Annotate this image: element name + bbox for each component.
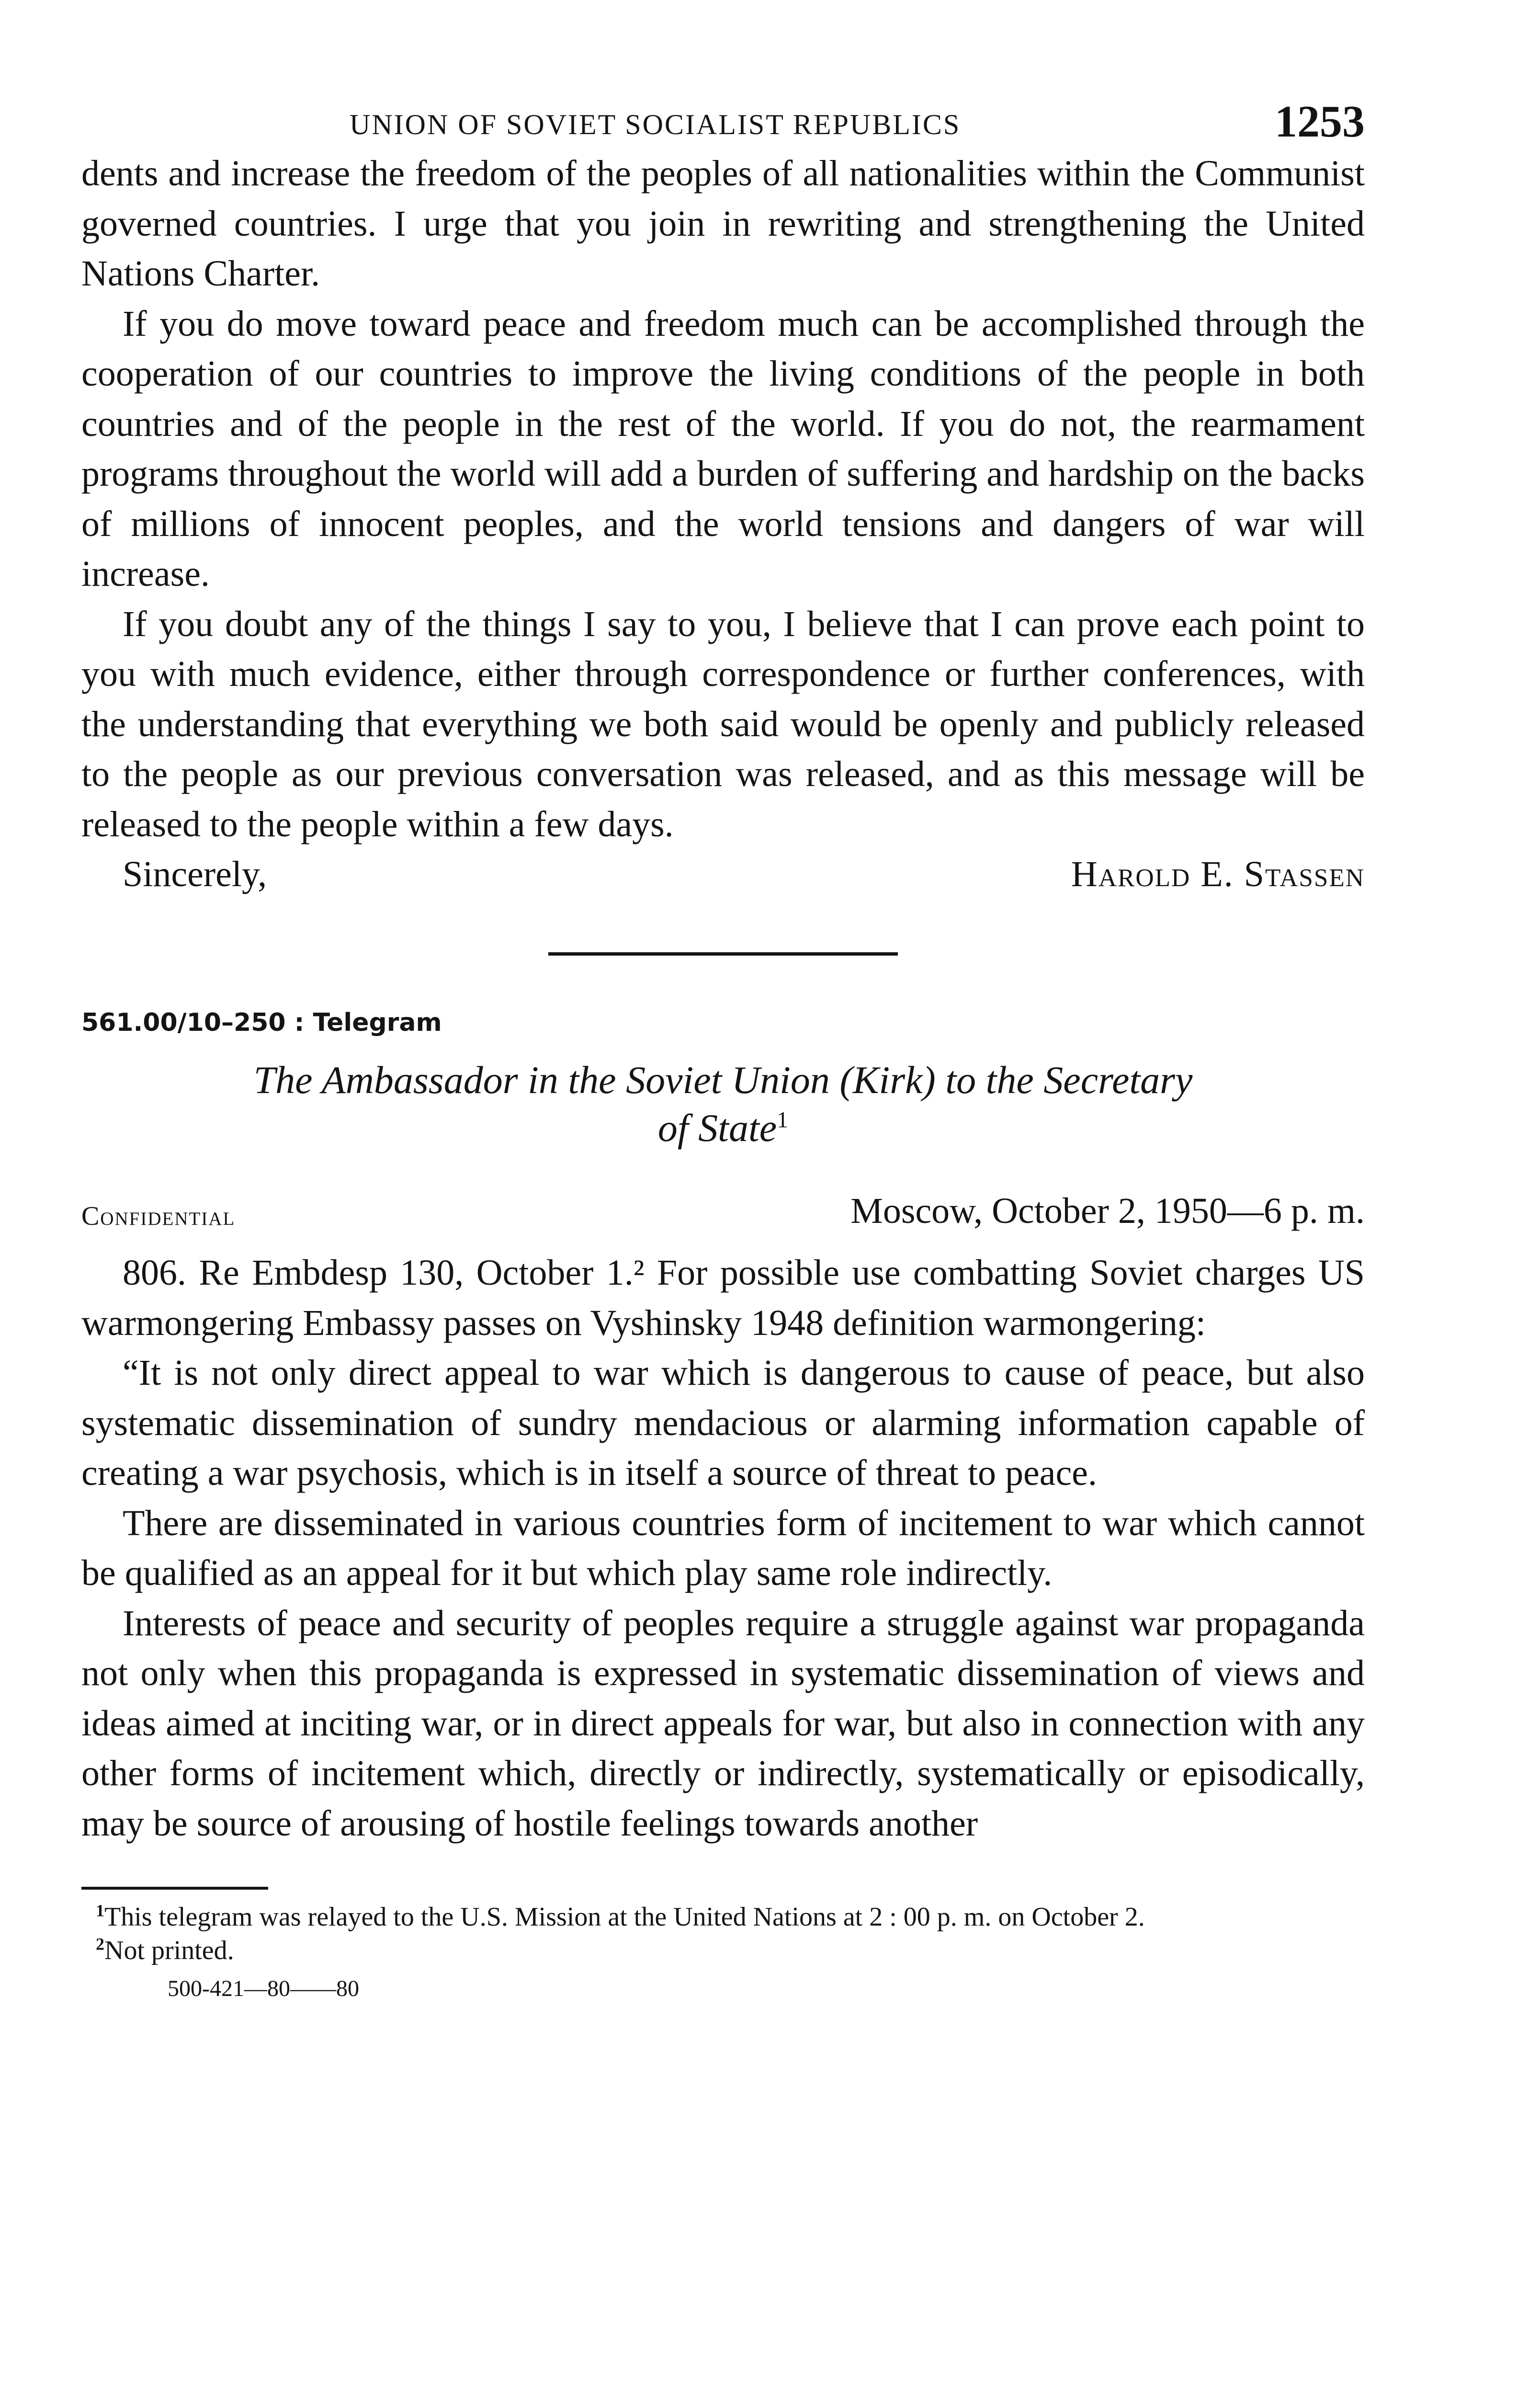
dateline: Moscow, October 2, 1950—6 p. m. <box>850 1191 1365 1231</box>
document-title <box>81 1056 1365 1152</box>
telegram-paragraph: There are disseminated in various countries form of incitement to war which cannot be qualified as an appeal for it but which play same role indirectly. <box>81 1503 1365 1593</box>
section-divider <box>548 952 898 956</box>
telegram-paragraph: 806. Re Embdesp 130, October 1.² For possible use combatting Soviet charges US warmongering Embassy passes on Vyshinsky 1948 definition warmongering: <box>81 1253 1365 1343</box>
document-reference: 561.00/10–250 : Telegram <box>81 1008 442 1037</box>
printer-code: 500-421—80——80 <box>168 1976 359 2001</box>
footnote-2-marker: 2 <box>96 1934 104 1954</box>
signer-name: Harold E. Stassen <box>1071 854 1365 894</box>
title-footnote-marker: 1 <box>777 1107 789 1133</box>
telegram-paragraph: Interests of peace and security of peoples require a struggle against war propaganda not only when this propaganda is expressed in systematic dissemination of views and ideas aimed at inciting war, or in direct appeals for war, but also in connection with any other forms of incitement which, directly or indirectly, systematically or episodically, may be source of arousing of hostile feelings towards another <box>81 1603 1365 1844</box>
salutation: Sincerely, <box>123 854 267 894</box>
letter-paragraph-continued: dents and increase the freedom of the peoples of all nationalities within the Communist governed countries. I urge that you join in rewriting and strengthening the United Nations Charter. <box>81 153 1365 294</box>
telegram-header <box>81 1190 1365 1248</box>
footnote-1-text: This telegram was relayed to the U.S. Mission at the United Nations at 2 : 00 p. m. on October 2. <box>104 1902 1145 1932</box>
footnote-1 <box>81 1900 1365 1934</box>
letter-paragraph: If you doubt any of the things I say to you, I believe that I can prove each point to you with much evidence, either through correspondence or further conferences, with the understanding that everything we both said would be openly and publicly released to the people as our previous conversation was released, and as this message will be released to the people within a few days. <box>81 604 1365 844</box>
footnotes <box>81 1900 1365 2006</box>
footnote-2 <box>81 1934 1365 1967</box>
letter-paragraph: If you do move toward peace and freedom much can be accomplished through the cooperation of our countries to improve the living conditions of the people in both countries and of the people in the rest of the world. If you do not, the rearmament programs throughout the world will add a burden of suffering and hardship on the backs of millions of innocent peoples, and the world tensions and dangers of war will increase. <box>81 303 1365 594</box>
document-title-line-2-text: of State <box>657 1106 777 1150</box>
telegram-paragraph: “It is not only direct appeal to war which is dangerous to cause of peace, but also systematic dissemination of sundry mendacious or alarming information capable of creating a war psychosis, which is in itself a source of threat to peace. <box>81 1353 1365 1493</box>
running-head-title: UNION OF SOVIET SOCIALIST REPUBLICS <box>350 109 961 140</box>
document-page <box>81 96 1365 2006</box>
document-title-line-2 <box>81 1104 1365 1152</box>
page-number: 1253 <box>1275 97 1365 147</box>
document-title-line-1: The Ambassador in the Soviet Union (Kirk) to the Secretary <box>253 1058 1193 1102</box>
running-head <box>81 96 1365 148</box>
footnote-1-marker: 1 <box>96 1901 104 1920</box>
footnote-2-text: Not printed. <box>104 1936 234 1965</box>
footnote-divider <box>81 1887 268 1890</box>
classification-label: Confidential <box>81 1201 236 1231</box>
signature-block <box>81 849 1365 909</box>
